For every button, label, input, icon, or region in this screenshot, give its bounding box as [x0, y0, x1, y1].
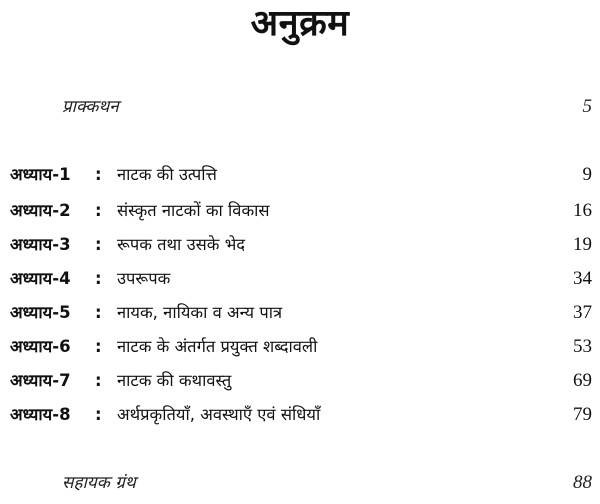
chapter-row-6 [0, 332, 600, 362]
bibliography-page-number: 88 [573, 472, 592, 493]
chapter-separator: : [95, 235, 102, 254]
chapter-separator: : [95, 303, 102, 322]
chapter-page-number: 34 [573, 268, 592, 289]
chapter-label: अध्याय-6 [10, 337, 71, 356]
chapter-title: नायक, नायिका व अन्य पात्र [117, 303, 283, 322]
bibliography-label: सहायक ग्रंथ [62, 473, 136, 493]
chapter-row-7 [0, 366, 600, 396]
preface-page-number: 5 [582, 96, 592, 117]
chapter-label: अध्याय-2 [10, 201, 71, 220]
chapter-separator: : [95, 201, 102, 220]
chapter-page-number: 79 [573, 404, 592, 425]
chapter-page-number: 16 [573, 200, 592, 221]
preface-label: प्राक्कथन [62, 97, 119, 117]
chapter-title: रूपक तथा उसके भेद [117, 235, 246, 254]
chapter-title: अर्थप्रकृतियाँ, अवस्थाएँ एवं संधियाँ [117, 405, 321, 424]
chapter-page-number: 9 [582, 164, 592, 185]
chapter-title: नाटक की कथावस्तु [117, 371, 232, 390]
chapter-separator: : [95, 337, 102, 356]
page-title: अनुक्रम [250, 3, 350, 44]
chapter-label: अध्याय-7 [10, 371, 71, 390]
chapter-label: अध्याय-1 [10, 165, 71, 184]
chapter-page-number: 19 [573, 234, 592, 255]
chapter-separator: : [95, 165, 102, 184]
chapter-row-1 [0, 160, 600, 190]
bibliography-row [0, 468, 600, 498]
chapter-title: संस्कृत नाटकों का विकास [117, 201, 270, 220]
chapter-label: अध्याय-5 [10, 303, 71, 322]
chapter-row-2 [0, 196, 600, 226]
chapter-row-5 [0, 298, 600, 328]
preface-row [0, 92, 600, 122]
chapter-separator: : [95, 269, 102, 288]
chapter-page-number: 37 [573, 302, 592, 323]
chapter-title: नाटक के अंतर्गत प्रयुक्त शब्दावली [117, 337, 318, 356]
chapter-label: अध्याय-3 [10, 235, 71, 254]
chapter-label: अध्याय-8 [10, 405, 71, 424]
chapter-title: नाटक की उत्पत्ति [117, 165, 217, 184]
chapter-row-4 [0, 264, 600, 294]
chapter-row-3 [0, 230, 600, 260]
chapter-page-number: 53 [573, 336, 592, 357]
chapter-row-8 [0, 400, 600, 430]
chapter-title: उपरूपक [117, 269, 171, 288]
chapter-label: अध्याय-4 [10, 269, 71, 288]
chapter-separator: : [95, 371, 102, 390]
chapter-separator: : [95, 405, 102, 424]
chapter-page-number: 69 [573, 370, 592, 391]
